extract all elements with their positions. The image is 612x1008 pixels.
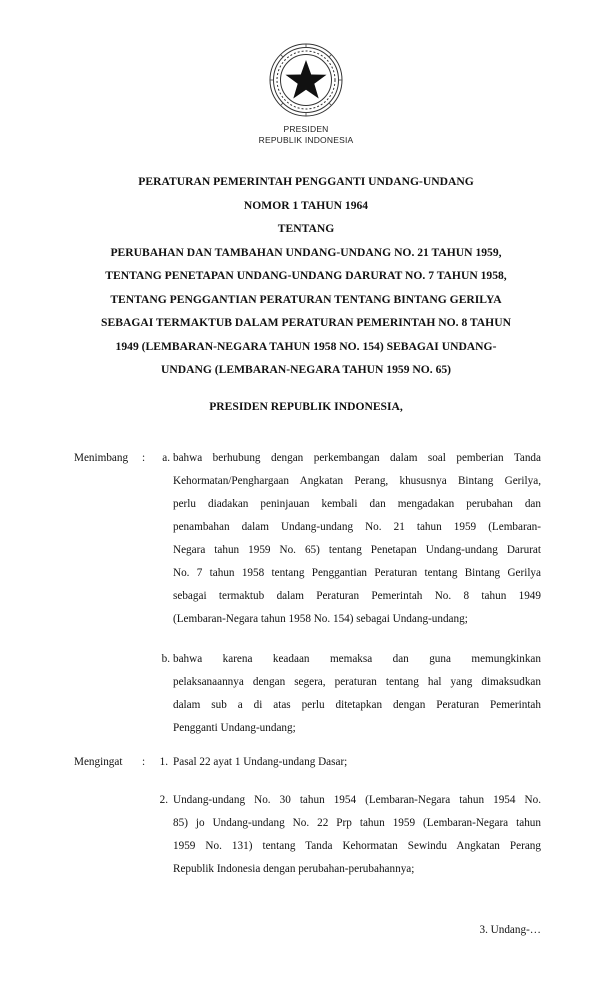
title-line: NOMOR 1 TAHUN 1964 <box>243 198 369 212</box>
menimbang-item-b <box>173 648 541 740</box>
text-line: 1959 No. 131) tentang Tanda Kehormatan Sewindu Angkatan Perang <box>173 840 541 852</box>
document-title <box>62 170 550 382</box>
text-line: dalam sub a di atas perlu ditetapkan dengan Peraturan Pemerintah <box>173 699 541 711</box>
title-line: TENTANG <box>277 222 335 235</box>
text-line: bahwa karena keadaan memaksa dan guna memungkinkan <box>173 653 541 665</box>
mengingat-label: Mengingat <box>74 756 123 768</box>
text-line: sebagai termaktub dalam Peraturan Pemerintah No. 8 tahun 1949 <box>173 590 541 602</box>
title-line: TENTANG PENETAPAN UNDANG-UNDANG DARURAT NO. 7 TAHUN 1958, <box>105 269 507 282</box>
menimbang-colon: : <box>142 452 146 464</box>
preamble-heading: PRESIDEN REPUBLIK INDONESIA, <box>209 400 403 413</box>
text-line: (Lembaran-Negara tahun 1958 No. 154) sebagai Undang-undang; <box>173 613 468 625</box>
text-line: 85) jo Undang-undang No. 22 Prp tahun 1959 (Lembaran-Negara tahun <box>173 817 541 829</box>
text-line: No. 7 tahun 1958 tentang Penggantian Peraturan tentang Bintang Gerilya <box>173 567 541 579</box>
text-line: Kehormatan/Penghargaan Angkatan Perang, khususnya Bintang Gerilya, <box>173 475 541 487</box>
garuda-star-emblem-icon <box>261 40 351 122</box>
text-line: Republik Indonesia dengan perubahan-perubahannya; <box>173 863 415 875</box>
title-line: TENTANG PENGGANTIAN PERATURAN TENTANG BINTANG GERILYA <box>110 292 502 306</box>
title-line: UNDANG (LEMBARAN-NEGARA TAHUN 1959 NO. 65) <box>160 363 452 376</box>
text-line: perlu diadakan peninjauan kembali dan mengadakan perubahan dan <box>173 498 541 510</box>
menimbang-b-marker: b. <box>161 653 170 665</box>
menimbang-item-a <box>173 447 541 631</box>
emblem-caption <box>206 124 406 146</box>
emblem-caption-line1: PRESIDEN <box>283 124 329 134</box>
title-line: PERATURAN PEMERINTAH PENGGANTI UNDANG-UNDANG <box>138 175 474 188</box>
mengingat-item-1 <box>173 751 541 774</box>
menimbang-a-marker: a. <box>162 452 170 464</box>
title-line: 1949 (LEMBARAN-NEGARA TAHUN 1958 NO. 154) SEBAGAI UNDANG- <box>115 339 497 353</box>
title-line: SEBAGAI TERMAKTUB DALAM PERATURAN PEMERINTAH NO. 8 TAHUN <box>101 316 511 329</box>
title-line: PERUBAHAN DAN TAMBAHAN UNDANG-UNDANG NO. 21 TAHUN 1959, <box>110 245 502 259</box>
text-line: Negara tahun 1959 No. 65) tentang Penetapan Undang-undang Darurat <box>173 544 541 556</box>
text-line: Undang-undang No. 30 tahun 1954 (Lembaran-Negara tahun 1954 No. <box>173 794 541 806</box>
text-line: bahwa berhubung dengan perkembangan dalam soal pemberian Tanda <box>173 452 541 464</box>
menimbang-label: Menimbang <box>74 452 129 464</box>
page-continuation: 3. Undang-… <box>479 924 541 936</box>
text-line: Pengganti Undang-undang; <box>173 722 296 734</box>
mengingat-item-2 <box>173 789 541 881</box>
text-line: Pasal 22 ayat 1 Undang-undang Dasar; <box>173 756 348 768</box>
mengingat-1-marker: 1. <box>159 756 168 768</box>
mengingat-colon: : <box>142 756 146 768</box>
text-line: pelaksanaannya dengan segera, peraturan tentang hal yang dimaksudkan <box>173 676 541 688</box>
mengingat-2-marker: 2. <box>159 794 168 806</box>
emblem-caption-line2: REPUBLIK INDONESIA <box>258 135 354 145</box>
text-line: penambahan dalam Undang-undang No. 21 tahun 1959 (Lembaran- <box>173 521 541 533</box>
